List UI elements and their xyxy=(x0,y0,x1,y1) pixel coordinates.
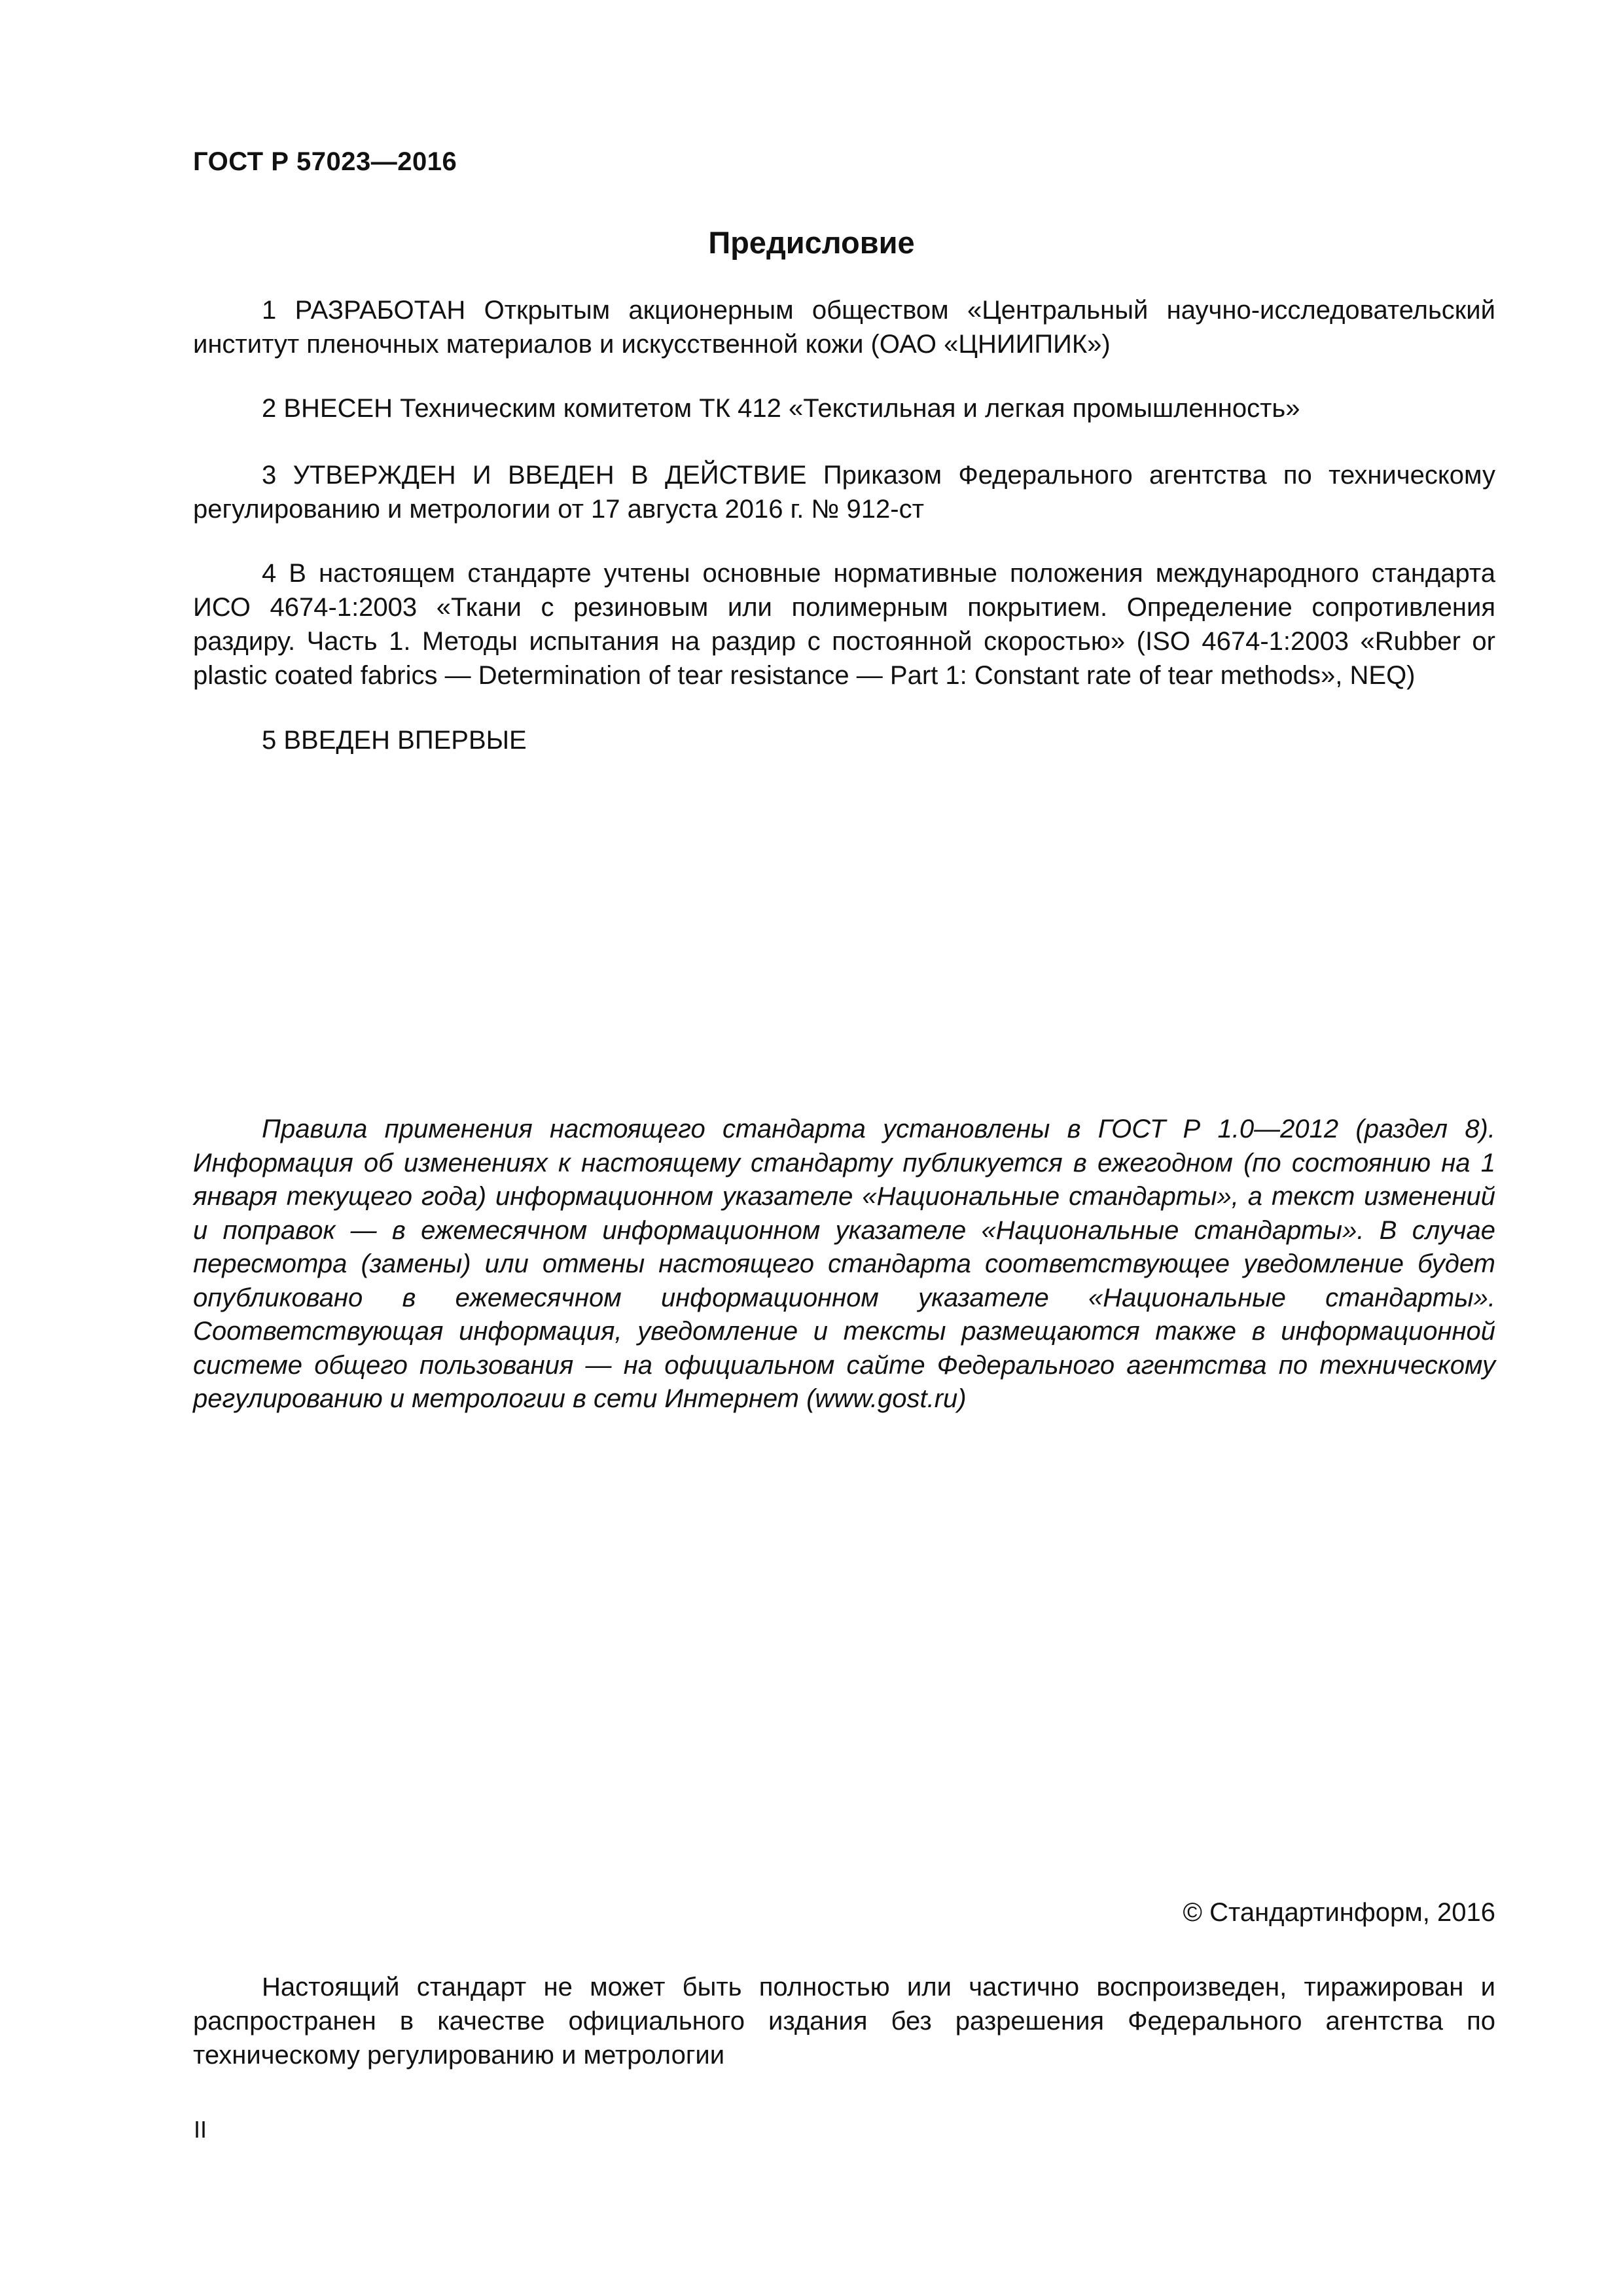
foreword-item-submitted xyxy=(193,391,1495,425)
copyright-line: © Стандартинформ, 2016 xyxy=(1183,1898,1495,1927)
foreword-item-text: 5 ВВЕДЕН ВПЕРВЫЕ xyxy=(262,726,527,755)
foreword-item-text: 2 ВНЕСЕН Техническим комитетом ТК 412 «Текстильная и легкая промышленность» xyxy=(262,394,1300,423)
foreword-item-text: 1 РАЗРАБОТАН Открытым акционерным обществом «Центральный научно-исследовательский институт пленочных материалов и искусственной кожи (ОАО «ЦНИИПИК») xyxy=(193,296,1495,359)
foreword-item-approved xyxy=(193,458,1495,526)
foreword-item-text: 4 В настоящем стандарте учтены основные нормативные положения международного стандарта ИСО 4674-1:2003 «Ткани с резиновым или полимерным покрытием. Определение сопротивления раздиру. Часть 1. Методы испытания на раздир с постоянной скоростью» (ISO 4674-1:2003 «Rubber or plastic coated fabrics — Determination of tear resistance — Part 1: Constant rate of tear methods», NEQ) xyxy=(193,559,1495,690)
application-rules-note xyxy=(193,1113,1495,1416)
reproduction-notice xyxy=(193,1970,1495,2072)
page-title: Предисловие xyxy=(708,225,915,260)
application-rules-text: Правила применения настоящего стандарта установлены в ГОСТ Р 1.0—2012 (раздел 8). Информация об изменениях к настоящему стандарту публикуется в ежегодном (по состоянию на 1 января текущего года) информационном указателе «Национальные стандарты», а текст изменений и поправок — в ежемесячном информационном указателе «Национальные стандарты». В случае пересмотра (замены) или отмены настоящего стандарта соответствующее уведомление будет опубликовано в ежемесячном информационном указателе «Национальные стандарты». Соответствующая информация, уведомление и тексты размещаются также в информационной системе общего пользования — на официальном сайте Федерального агентства по техническому регулированию и метрологии в сети Интернет (www.gost.ru) xyxy=(193,1115,1495,1413)
document-code-header: ГОСТ Р 57023—2016 xyxy=(193,147,457,176)
foreword-item-text: 3 УТВЕРЖДЕН И ВВЕДЕН В ДЕЙСТВИЕ Приказом Федерального агентства по техническому регулированию и метрологии от 17 августа 2016 г. № 912-ст xyxy=(193,461,1495,524)
page-number: II xyxy=(194,2116,207,2143)
foreword-item-first-introduced xyxy=(193,723,1495,757)
foreword-item-developed xyxy=(193,293,1495,361)
reproduction-notice-text: Настоящий стандарт не может быть полностью или частично воспроизведен, тиражирован и распространен в качестве официального издания без разрешения Федерального агентства по техническому регулированию и метрологии xyxy=(193,1973,1495,2070)
foreword-item-international-standard xyxy=(193,556,1495,692)
